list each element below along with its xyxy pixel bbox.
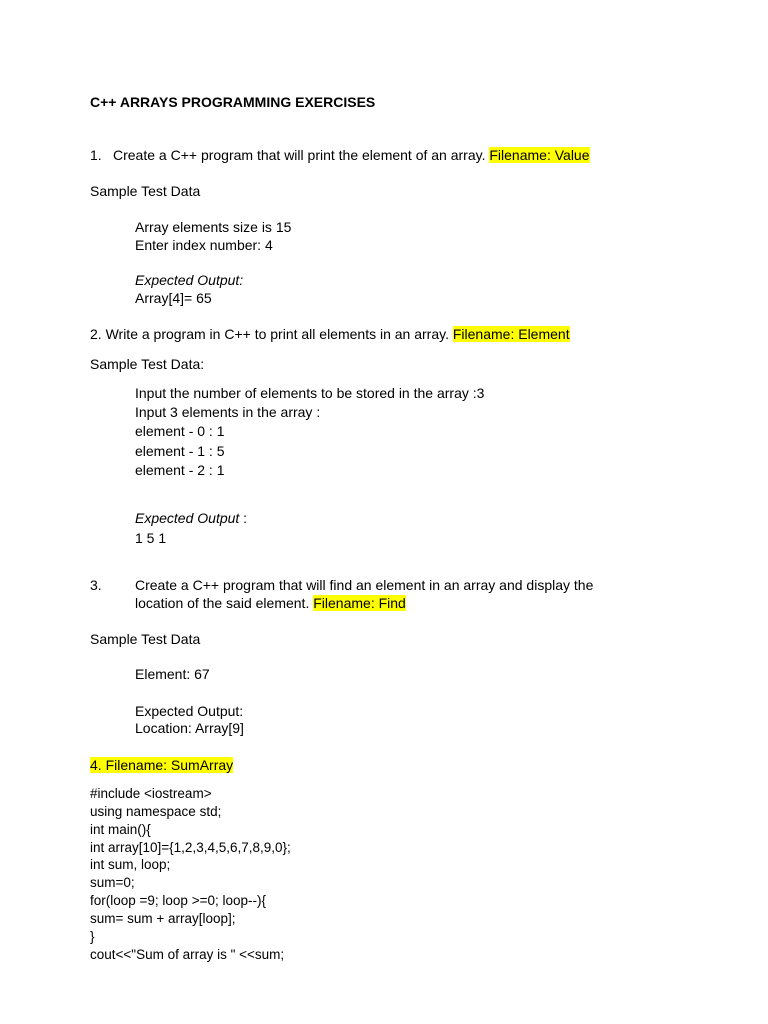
exercise-1-number: 1.	[90, 147, 102, 163]
exercise-2-input-line: element - 0 : 1	[135, 423, 225, 439]
page-title: C++ ARRAYS PROGRAMMING EXERCISES	[90, 94, 376, 110]
exercise-1-output: Array[4]= 65	[135, 290, 212, 306]
exercise-2-text: 2. Write a program in C++ to print all elements in an array.	[90, 326, 449, 342]
exercise-1-input-line: Enter index number: 4	[135, 237, 273, 253]
exercise-3-sample-heading: Sample Test Data	[90, 631, 201, 647]
exercise-1-expected-label: Expected Output:	[135, 272, 244, 288]
exercise-2-expected-colon: :	[239, 510, 248, 526]
exercise-1-statement	[113, 146, 590, 164]
code-line: int main(){	[90, 822, 151, 837]
exercise-3-input: Element: 67	[135, 666, 210, 682]
code-line: int array[10]={1,2,3,4,5,6,7,8,9,0};	[90, 840, 291, 855]
exercise-1-text: Create a C++ program that will print the element of an array.	[113, 147, 486, 163]
exercise-2-output: 1 5 1	[135, 530, 167, 546]
exercise-3-text: location of the said element.	[135, 595, 310, 611]
exercise-2-input-line: element - 2 : 1	[135, 462, 225, 478]
exercise-2-input-line: Input 3 elements in the array :	[135, 404, 321, 420]
exercise-2-sample-heading: Sample Test Data:	[90, 356, 205, 372]
exercise-3-filename: Filename: Find	[313, 595, 406, 611]
code-line: sum=0;	[90, 875, 135, 890]
exercise-1-filename: Filename: Value	[489, 147, 590, 163]
exercise-4-heading	[90, 756, 233, 774]
exercise-2-input-line: element - 1 : 5	[135, 443, 225, 459]
code-line: #include <iostream>	[90, 786, 212, 801]
exercise-1-sample-heading: Sample Test Data	[90, 183, 201, 199]
exercise-3-number: 3.	[90, 577, 102, 593]
exercise-2-expected-label: Expected Output	[135, 510, 240, 526]
exercise-2-statement	[90, 325, 570, 343]
exercise-3-line-2	[135, 594, 406, 612]
exercise-2-filename: Filename: Element	[452, 326, 570, 342]
code-line: int sum, loop;	[90, 857, 171, 872]
exercise-3-expected-label: Expected Output:	[135, 703, 244, 719]
exercise-2-expected	[135, 509, 247, 527]
code-line: for(loop =9; loop >=0; loop--){	[90, 893, 266, 908]
exercise-2-input-line: Input the number of elements to be stored in the array :3	[135, 385, 485, 401]
code-line: using namespace std;	[90, 804, 222, 819]
code-line: sum= sum + array[loop];	[90, 911, 236, 926]
exercise-1-input-line: Array elements size is 15	[135, 219, 292, 235]
exercise-3-line-1: Create a C++ program that will find an element in an array and display the	[135, 577, 594, 593]
code-line: cout<<"Sum of array is " <<sum;	[90, 947, 285, 962]
code-line: }	[90, 929, 95, 944]
exercise-3-output: Location: Array[9]	[135, 720, 244, 736]
exercise-4-filename: 4. Filename: SumArray	[90, 757, 234, 773]
